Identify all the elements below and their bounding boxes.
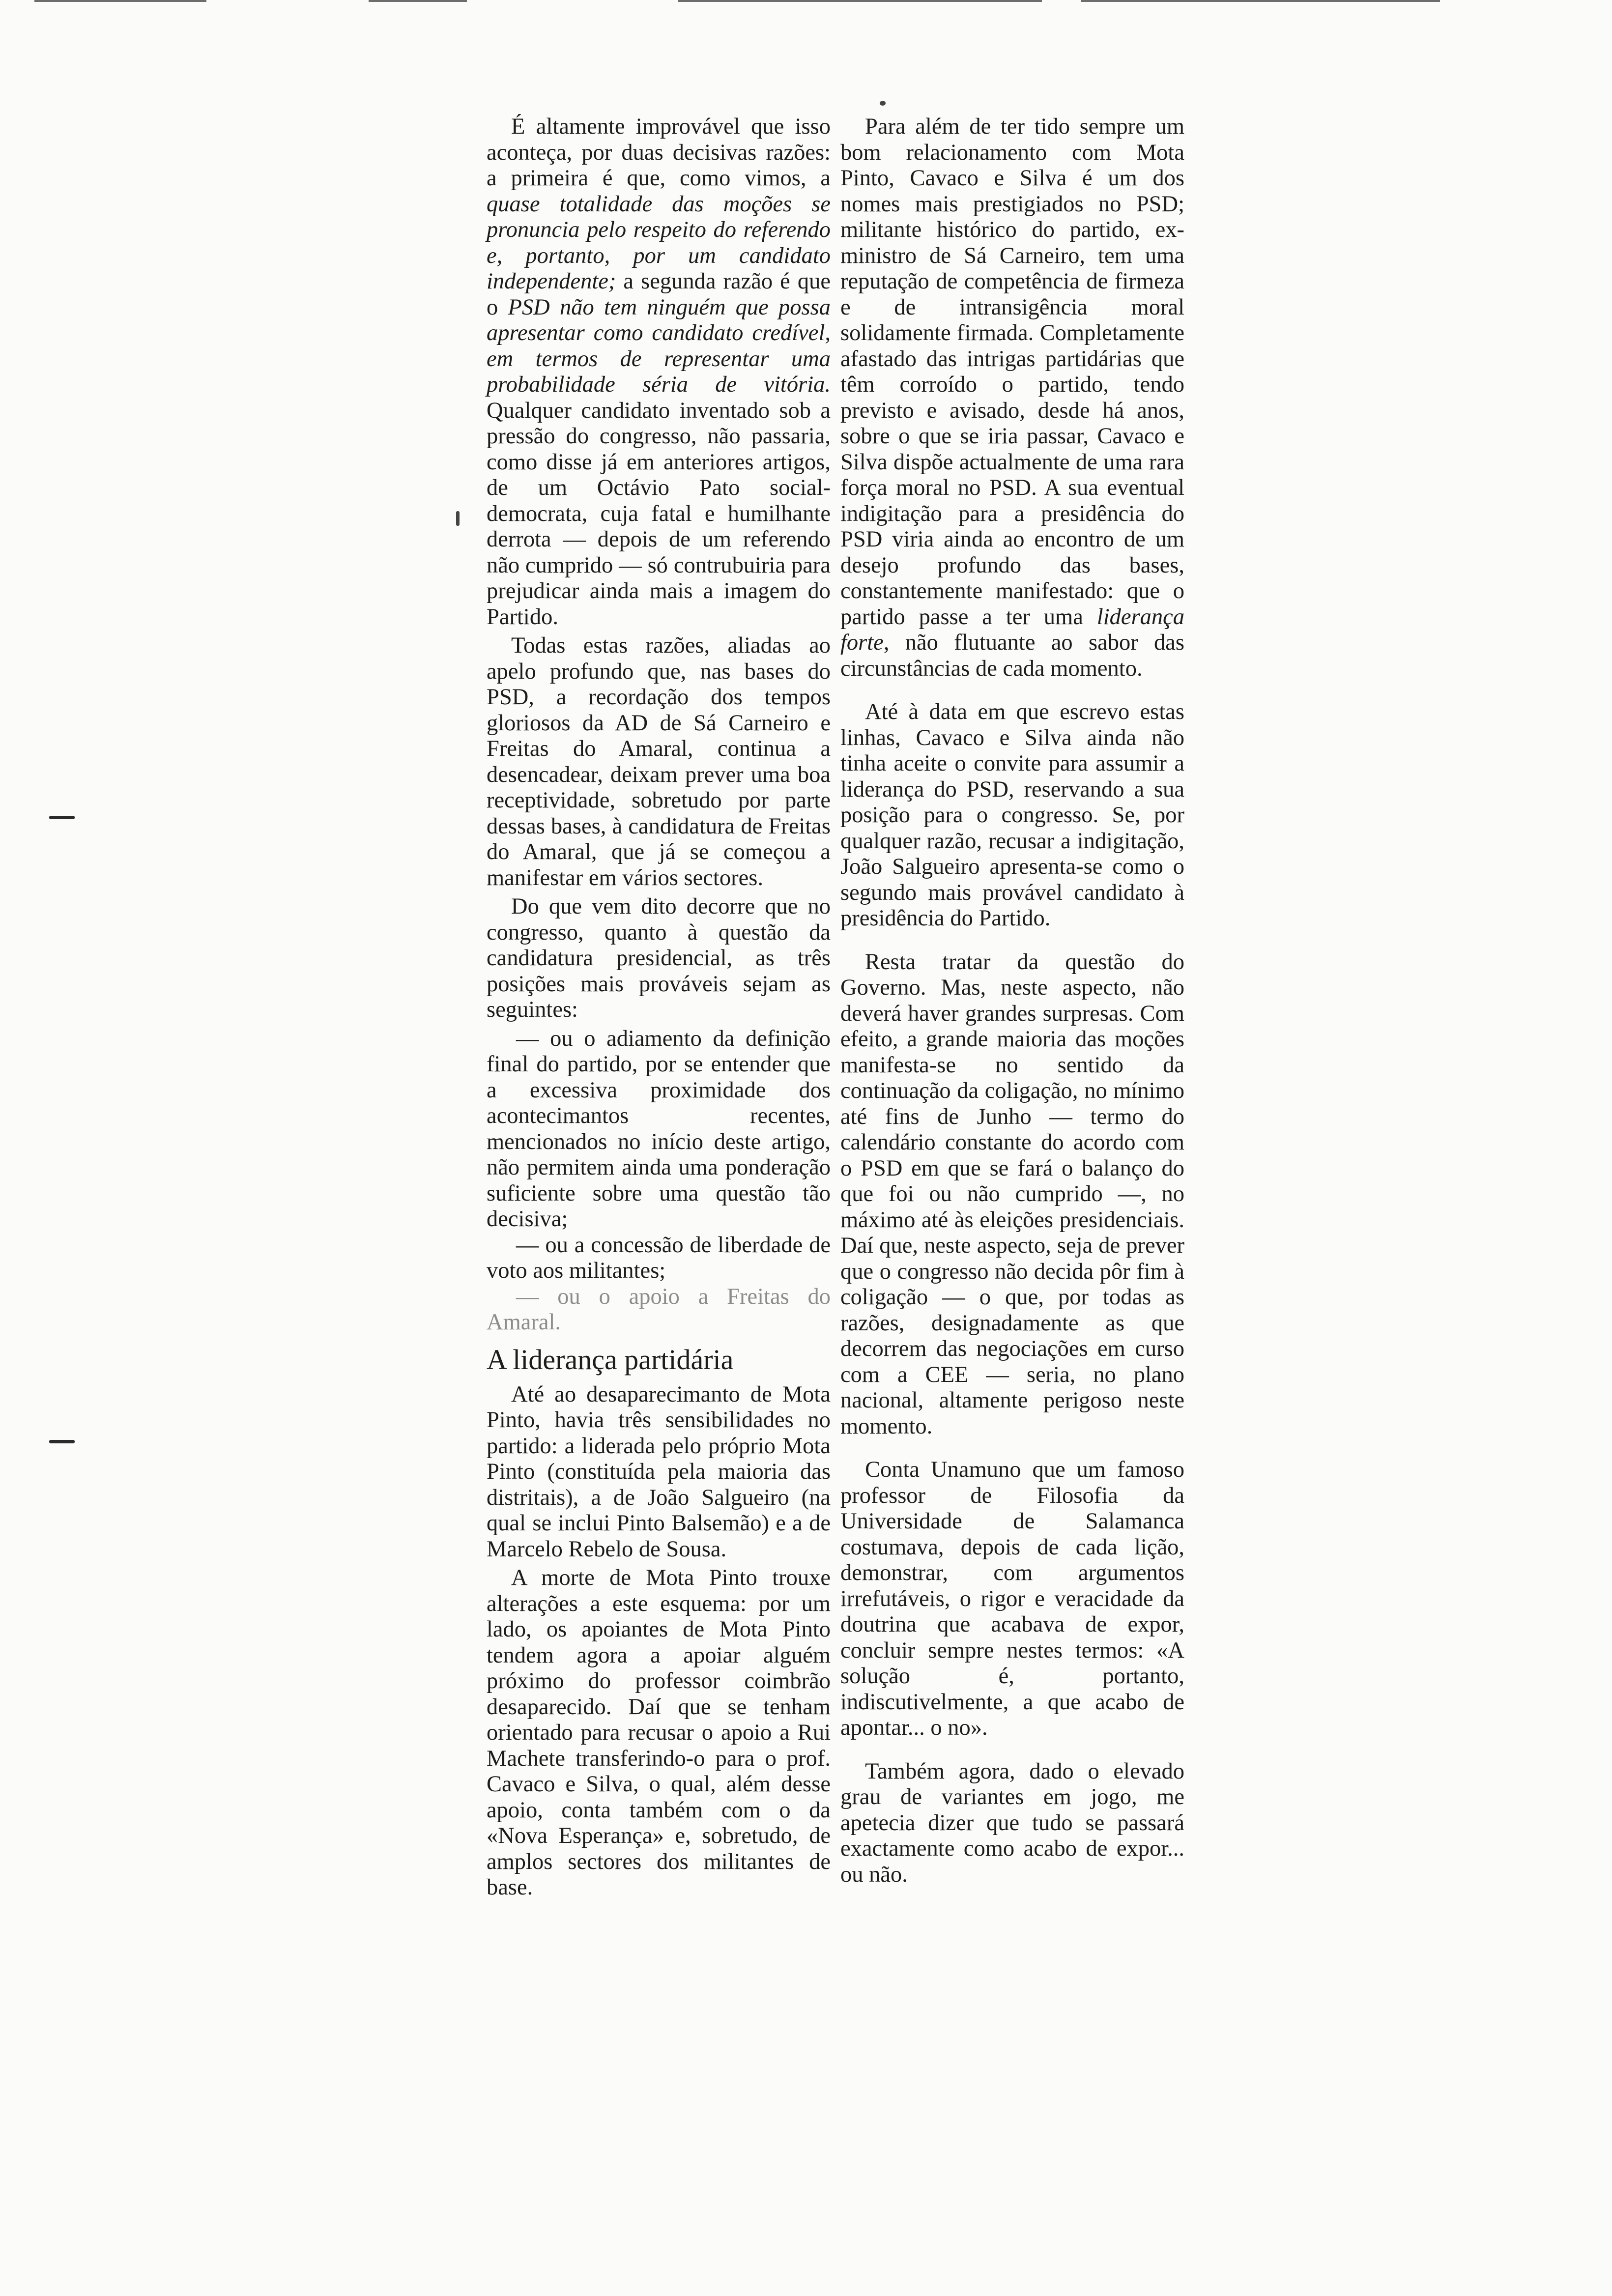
scan-speck — [456, 511, 460, 526]
italic-emphasis: liderança forte — [840, 604, 1184, 655]
paragraph-mid: a segunda razão é que o — [487, 269, 831, 320]
scan-mark — [49, 816, 75, 819]
left-column — [487, 114, 831, 1904]
paragraph: Do que vem dito decorre que no congresso, quanto à questão da candidatura presidencial, as três posições mais prováveis sejam as seguintes: — [487, 894, 831, 1022]
section-heading: A liderança partidária — [487, 1343, 734, 1376]
top-rule — [34, 0, 206, 2]
italic-emphasis: quase totalidade das moções se pronuncia pelo respeito do referendo e, portanto, por um candidato independente; — [487, 191, 831, 294]
paragraph: Também agora, dado o elevado grau de variantes em jogo, me apetecia dizer que tudo se passará exactamente como acabo de expor... ou não. — [840, 1758, 1184, 1887]
italic-emphasis: PSD não tem ninguém que possa apresentar como candidato credível, em termos de representar uma probabilidade séria de vitória. — [487, 294, 831, 397]
paragraph: A morte de Mota Pinto trouxe alterações a este esquema: por um lado, os apoiantes de Mota Pinto tendem agora a apoiar alguém próximo do professor coimbrão desaparecido. Daí que se tenham orientado para recusar o apoio a Rui Machete transferindo-o para o prof. Cavaco e Silva, o qual, além desse apoio, conta também com o da «Nova Esperança» e, sobretudo, de amplos sectores dos militantes de base. — [487, 1565, 831, 1900]
paragraph: Até ao desaparecimanto de Mota Pinto, havia três sensibilidades no partido: a liderada pelo próprio Mota Pinto (constituída pela maioria das distritais), a de João Salgueiro (na qual se inclui Pinto Balsemão) e a de Marcelo Rebelo de Sousa. — [487, 1381, 831, 1562]
paragraph: Todas estas razões, aliadas ao apelo profundo que, nas bases do PSD, a recordação dos tempos gloriosos da AD de Sá Carneiro e Freitas do Amaral, continua a desencadear, deixam prever uma boa receptividade, sobretudo por parte dessas bases, à candidatura de Freitas do Amaral, que já se começou a manifestar em vários sectores. — [487, 633, 831, 890]
list-item: — ou o adiamento da definição final do partido, por se entender que a excessiva proximidade dos acontecimantos recentes, mencionados no início deste artigo, não permitem ainda uma ponderação suficiente sobre uma questão tão decisiva; — [487, 1026, 831, 1232]
paragraph: Até à data em que escrevo estas linhas, Cavaco e Silva ainda não tinha aceite o convite para assumir a liderança do PSD, reservando a sua posição para o congresso. Se, por qualquer razão, recusar a indigitação, João Salgueiro apresenta-se como o segundo mais provável candidato à presidência do Partido. — [840, 699, 1184, 931]
top-rule — [369, 0, 467, 2]
paragraph: Conta Unamuno que um famoso professor de Filosofia da Universidade de Salamanca costumava, depois de cada lição, demonstrar, com argumentos irrefutáveis, o rigor e veracidade da doutrina que acabava de expor, concluir sempre nestes termos: «A solução é, portanto, indiscutivelmente, a que acabo de apontar... o no». — [840, 1457, 1184, 1740]
list-item: — ou o apoio a Freitas do Amaral. — [487, 1284, 831, 1335]
paragraph-lead: Para além de ter tido sempre um bom relacionamento com Mota Pinto, Cavaco e Silva é um dos nomes mais prestigiados no PSD; militante histórico do partido, ex-ministro de Sá Carneiro, tem uma reputação de competência de firmeza e de intransigência moral solidamente firmada. Completamente afastado das intrigas partidárias que têm corroído o partido, tendo previsto e avisado, desde há anos, sobre o que se iria passar, Cavaco e Silva dispõe actualmente de uma rara força moral no PSD. A sua eventual indigitação para a presidência do PSD viria ainda ao encontro de um desejo profundo das bases, constantemente manifestado: que o partido passe a ter uma — [840, 114, 1184, 630]
paragraph-lead: É altamente improvável que isso aconteça, por duas decisivas razões: a primeira é que, como vimos, a — [487, 114, 831, 191]
top-rule — [1081, 0, 1440, 2]
top-rule — [678, 0, 1042, 2]
list-item: — ou a concessão de liberdade de voto aos militantes; — [487, 1232, 831, 1283]
paragraph-tail: Qualquer candidato inventado sob a pressão do congresso, não passaria, como disse já em anteriores artigos, de um Octávio Pato social-democrata, cuja fatal e humilhante derrota — depois de um referendo não cumprido — só contrubuiria para prejudicar ainda mais a imagem do Partido. — [487, 398, 831, 630]
scan-speck — [880, 101, 886, 106]
paragraph-tail: , não flutuante ao sabor das circunstâncias de cada momento. — [840, 630, 1184, 681]
paragraph: Resta tratar da questão do Governo. Mas, neste aspecto, não deverá haver grandes surpresas. Com efeito, a grande maioria das moções manifesta-se no sentido da continuação da coligação, no mínimo até fins de Junho — termo do calendário constante do acordo com o PSD em que se fará o balanço do que foi ou não cumprido —, no máximo até às eleições presidenciais. Daí que, neste aspecto, seja de prever que o congresso não decida pôr fim à coligação — o que, por todas as razões, designadamente as que decorrem das negociações em curso com a CEE — seria, no plano nacional, altamente perigoso neste momento. — [840, 949, 1184, 1439]
paragraph — [840, 114, 1184, 682]
paragraph — [487, 114, 831, 630]
scan-mark — [49, 1440, 75, 1443]
right-column — [840, 114, 1184, 1905]
